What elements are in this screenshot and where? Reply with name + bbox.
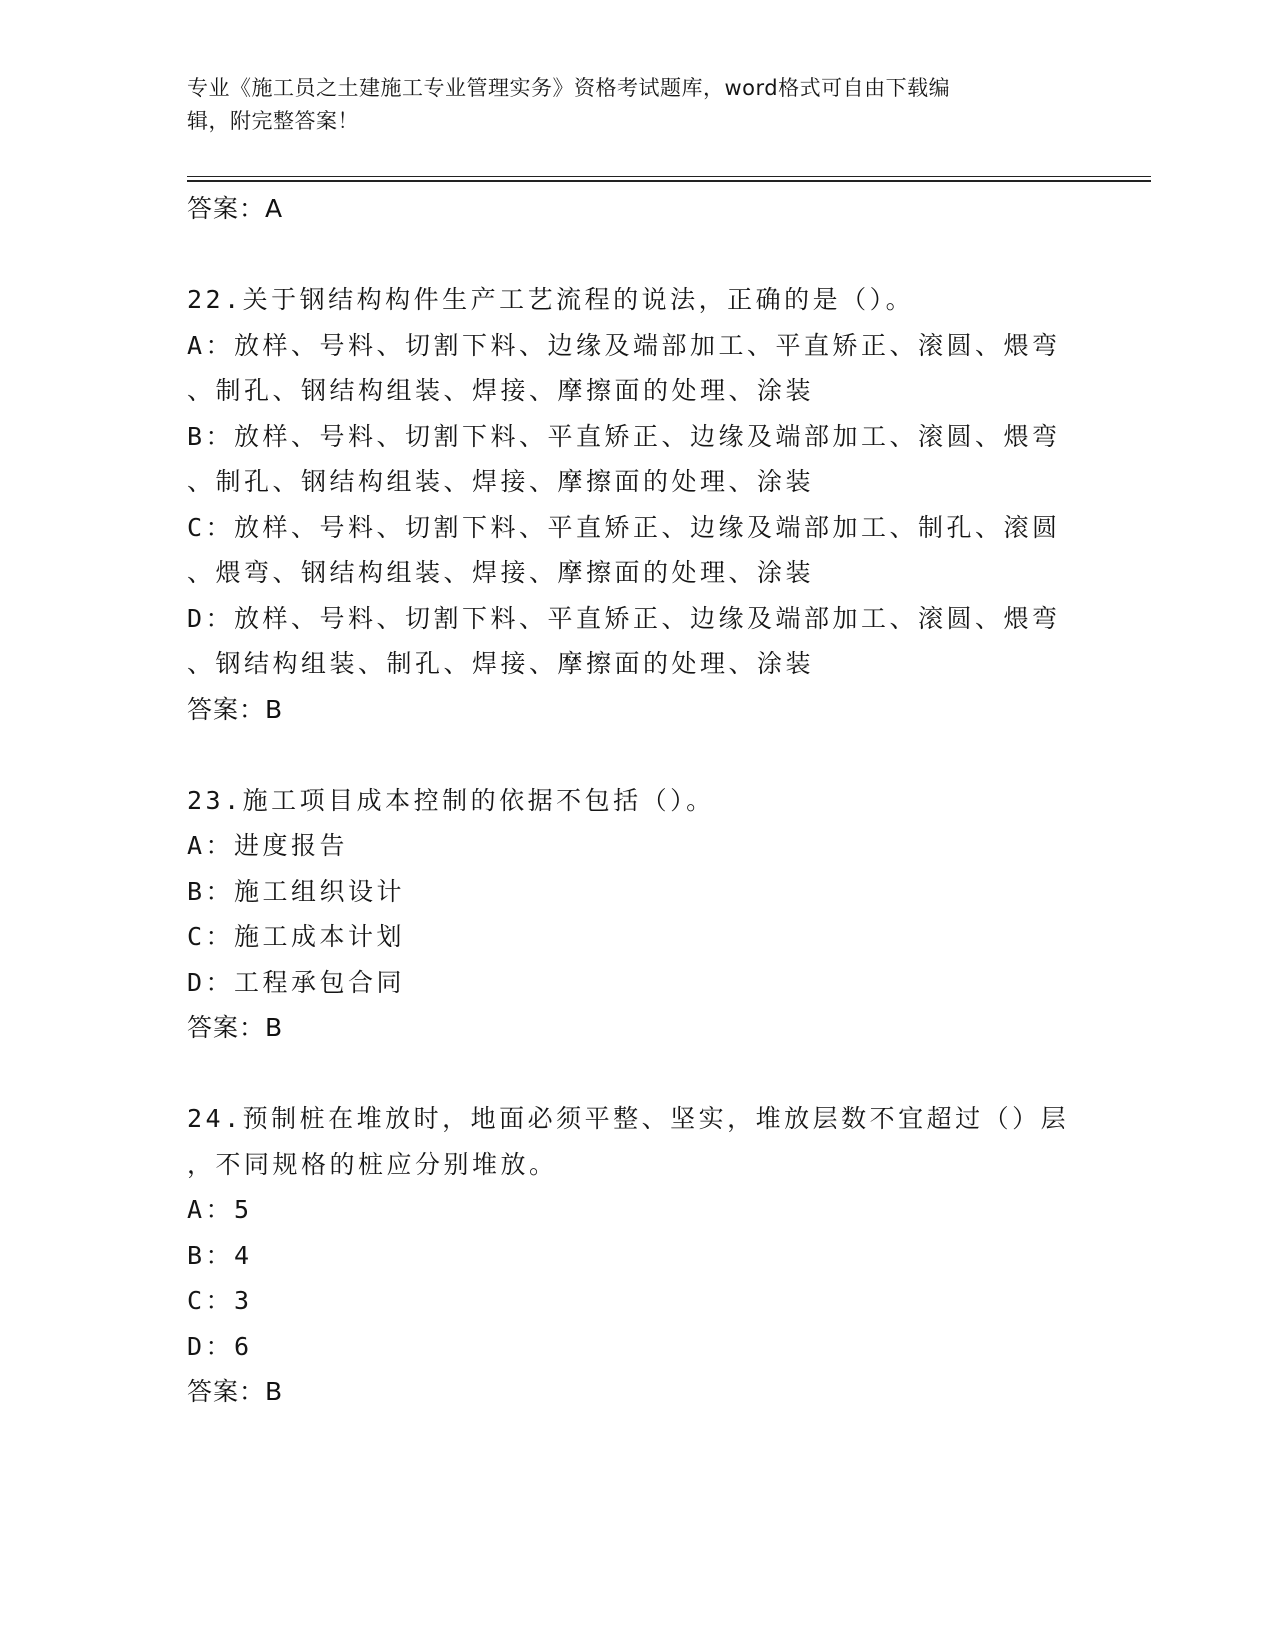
spacer xyxy=(187,232,1087,278)
header-divider-thin xyxy=(187,176,1151,177)
option-line: A：进度报告 xyxy=(187,831,349,860)
question-list xyxy=(187,186,1087,1415)
answer-line: 答案：B xyxy=(187,1013,284,1042)
answer-line: 答案：A xyxy=(187,194,284,223)
header-line-1: 专业《施工员之土建施工专业管理实务》资格考试题库，word格式可自由下载编 xyxy=(187,76,951,100)
option-line: A：放样、号料、切割下料、边缘及端部加工、平直矫正、滚圆、煨弯 xyxy=(187,330,1061,360)
option-line: 、煨弯、钢结构组装、焊接、摩擦面的处理、涂装 xyxy=(187,558,815,587)
question-stem: 23.施工项目成本控制的依据不包括（）。 xyxy=(187,785,715,815)
option-line: 、钢结构组装、制孔、焊接、摩擦面的处理、涂装 xyxy=(187,649,815,678)
answer-line: 答案：B xyxy=(187,694,284,724)
question-stem: 22.关于钢结构构件生产工艺流程的说法，正确的是（）。 xyxy=(187,285,915,314)
option-line: C：施工成本计划 xyxy=(187,922,406,951)
header-divider-thick xyxy=(187,180,1151,182)
spacer xyxy=(187,1051,1087,1097)
option-line: D：工程承包合同 xyxy=(187,967,406,997)
question-stem: 24.预制桩在堆放时，地面必须平整、坚实，堆放层数不宜超过（）层 xyxy=(187,1104,1070,1133)
option-line: D：放样、号料、切割下料、平直矫正、边缘及端部加工、滚圆、煨弯 xyxy=(187,603,1061,633)
question-block xyxy=(187,778,1087,1051)
document-header xyxy=(187,72,1067,138)
option-line: C：3 xyxy=(187,1286,253,1315)
question-block xyxy=(187,277,1087,732)
option-line: C：放样、号料、切割下料、平直矫正、边缘及端部加工、制孔、滚圆 xyxy=(187,512,1061,542)
spacer xyxy=(187,732,1087,778)
option-line: B：4 xyxy=(187,1240,253,1270)
header-line-2: 辑，附完整答案！ xyxy=(187,109,359,133)
option-line: 、制孔、钢结构组装、焊接、摩擦面的处理、涂装 xyxy=(187,467,815,496)
question-stem-continued: ，不同规格的桩应分别堆放。 xyxy=(187,1149,558,1179)
option-line: D：6 xyxy=(187,1331,253,1361)
option-line: A：5 xyxy=(187,1195,253,1224)
option-line: 、制孔、钢结构组装、焊接、摩擦面的处理、涂装 xyxy=(187,376,815,405)
option-line: B：施工组织设计 xyxy=(187,876,406,906)
answer-line: 答案：B xyxy=(187,1377,284,1406)
option-line: B：放样、号料、切割下料、平直矫正、边缘及端部加工、滚圆、煨弯 xyxy=(187,421,1061,451)
question-block xyxy=(187,1096,1087,1415)
